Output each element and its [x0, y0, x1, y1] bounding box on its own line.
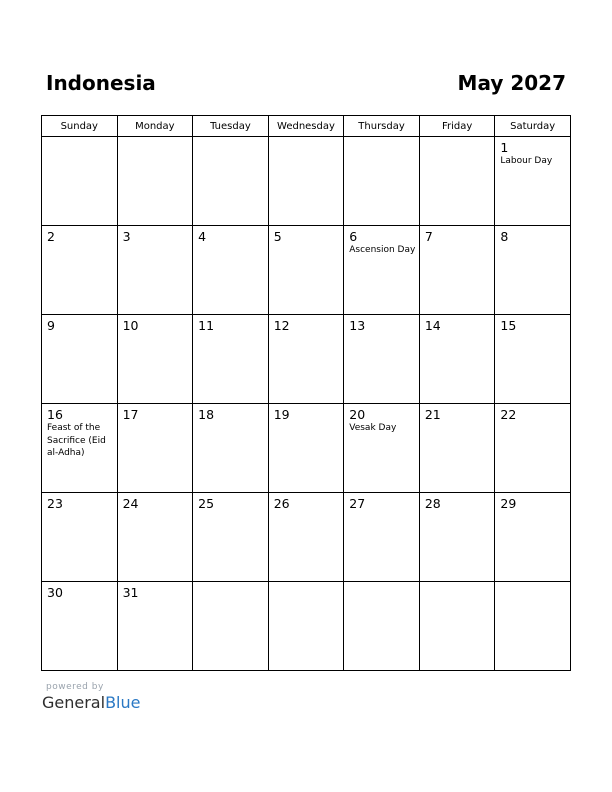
day-number: 28: [424, 496, 441, 511]
weekday-header: Saturday: [495, 116, 571, 137]
day-number: 10: [122, 318, 139, 333]
day-cell: [495, 404, 571, 493]
day-number: 27: [349, 496, 366, 511]
day-number: 20: [349, 407, 366, 422]
day-cell: [268, 493, 344, 582]
brand-blue-text: Blue: [105, 693, 141, 712]
day-cell: [268, 226, 344, 315]
day-number: 19: [273, 407, 290, 422]
day-cell: [117, 226, 193, 315]
day-cell: [344, 226, 420, 315]
holiday-label: Feast of the Sacrifice (Eid al-Adha): [47, 423, 106, 458]
day-cell: [495, 315, 571, 404]
weekday-header: Sunday: [42, 116, 118, 137]
day-cell: [419, 582, 495, 671]
day-number: 11: [198, 318, 215, 333]
day-number: 21: [424, 407, 441, 422]
day-cell: [419, 137, 495, 226]
day-cell: [193, 493, 269, 582]
day-number: 14: [424, 318, 441, 333]
day-number: 3: [122, 229, 131, 244]
day-cell: [193, 315, 269, 404]
day-number: 26: [273, 496, 290, 511]
brand-general-text: General: [42, 693, 106, 712]
day-number: 9: [47, 318, 55, 333]
week-row: [42, 315, 571, 404]
day-cell: [268, 404, 344, 493]
day-number: 18: [198, 407, 215, 422]
holiday-label: Ascension Day: [349, 245, 416, 255]
day-cell: [419, 315, 495, 404]
weekday-header: Tuesday: [193, 116, 269, 137]
weekday-header: Monday: [117, 116, 193, 137]
day-cell: [193, 582, 269, 671]
day-cell: [495, 137, 571, 226]
day-number: 23: [47, 496, 63, 511]
month-year-title: May 2027: [457, 71, 566, 95]
day-number: 25: [198, 496, 215, 511]
generalblue-logo: [42, 693, 140, 712]
weekday-header: Wednesday: [268, 116, 344, 137]
powered-by-text: powered by: [46, 682, 104, 692]
day-cell: [344, 493, 420, 582]
day-number: 31: [122, 585, 139, 600]
day-cell: [117, 404, 193, 493]
week-row: [42, 137, 571, 226]
day-cell: [42, 582, 118, 671]
country-title: Indonesia: [46, 71, 156, 95]
day-number: 24: [122, 496, 139, 511]
day-cell: [419, 404, 495, 493]
day-cell: [344, 315, 420, 404]
day-cell: [495, 582, 571, 671]
day-cell: [193, 404, 269, 493]
day-cell: [268, 582, 344, 671]
day-number: 4: [198, 229, 207, 244]
weekday-header-row: [42, 116, 571, 137]
day-number: 16: [47, 407, 63, 422]
day-cell: [495, 493, 571, 582]
day-number: 6: [349, 229, 358, 244]
holiday-label: Labour Day: [500, 156, 553, 166]
day-number: 15: [500, 318, 517, 333]
day-number: 17: [122, 407, 139, 422]
holiday-label: Vesak Day: [349, 423, 397, 433]
day-cell: [42, 404, 118, 493]
day-number: 2: [47, 229, 55, 244]
day-cell: [117, 137, 193, 226]
day-number: 7: [424, 229, 433, 244]
day-cell: [42, 493, 118, 582]
day-cell: [419, 493, 495, 582]
day-cell: [344, 137, 420, 226]
day-number: 12: [273, 318, 290, 333]
day-cell: [42, 315, 118, 404]
day-cell: [193, 226, 269, 315]
day-number: 8: [500, 229, 509, 244]
day-cell: [495, 226, 571, 315]
weekday-header: Friday: [419, 116, 495, 137]
day-cell: [268, 315, 344, 404]
day-cell: [344, 582, 420, 671]
day-cell: [193, 137, 269, 226]
week-row: [42, 404, 571, 493]
day-cell: [42, 137, 118, 226]
week-row: [42, 493, 571, 582]
day-number: 1: [500, 140, 509, 155]
day-cell: [42, 226, 118, 315]
day-number: 5: [273, 229, 282, 244]
calendar-grid: [41, 115, 571, 671]
day-cell: [268, 137, 344, 226]
weekday-header: Thursday: [344, 116, 420, 137]
day-number: 29: [500, 496, 517, 511]
day-cell: [117, 315, 193, 404]
week-row: [42, 582, 571, 671]
day-cell: [117, 493, 193, 582]
day-cell: [344, 404, 420, 493]
footer-branding: [42, 682, 140, 712]
week-row: [42, 226, 571, 315]
day-cell: [419, 226, 495, 315]
day-cell: [117, 582, 193, 671]
day-number: 13: [349, 318, 366, 333]
day-number: 22: [500, 407, 517, 422]
day-number: 30: [47, 585, 63, 600]
